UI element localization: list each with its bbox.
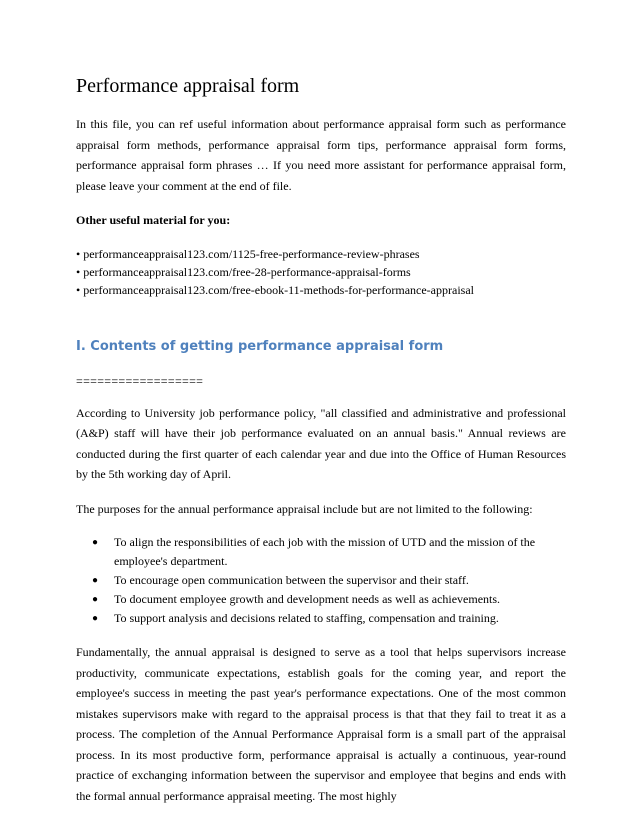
purpose-list (76, 533, 566, 628)
other-material-heading: Other useful material for you: (76, 213, 231, 227)
link-list (76, 245, 566, 299)
list-item-text: To align the responsibilities of each job with the mission of UTD and the mission of the employee's department. (114, 535, 536, 568)
page-title: Performance appraisal form (76, 75, 300, 97)
bullet-icon: ● (92, 613, 99, 624)
list-item (92, 571, 566, 590)
paragraph-purposes: The purposes for the annual performance appraisal include but are not limited to the following: (76, 501, 533, 516)
document-body (76, 74, 566, 806)
list-item-text: To encourage open communication between the supervisor and their staff. (114, 573, 469, 587)
list-item-text: To document employee growth and development needs as well as achievements. (114, 592, 501, 606)
link-item-appraisal-forms[interactable]: • performanceappraisal123.com/free-28-performance-appraisal-forms (76, 264, 411, 279)
bullet-icon: ● (92, 594, 99, 605)
link-item-review-phrases[interactable]: • performanceappraisal123.com/1125-free-performance-review-phrases (76, 246, 420, 261)
list-item (92, 609, 566, 628)
separator-line: ================== (76, 373, 204, 388)
intro-paragraph: In this file, you can ref useful information about performance appraisal form such as performance appraisal form methods, performance appraisal form tips, performance appraisal form forms, performance appraisal form phrases … If you need more assistant for performance appraisal form, please leave your comment at the end of file. (76, 117, 566, 193)
list-item (92, 590, 566, 609)
list-item-text: To support analysis and decisions related to staffing, compensation and training. (114, 611, 499, 625)
section-heading: I. Contents of getting performance appraisal form (76, 338, 444, 354)
link-item-ebook-methods[interactable]: • performanceappraisal123.com/free-ebook-11-methods-for-performance-appraisal (76, 282, 474, 297)
paragraph-fundamentals: Fundamentally, the annual appraisal is designed to serve as a tool that helps supervisors increase productivity, communicate expectations, establish goals for the coming year, and report the employee's success in meeting the past year's performance expectations. One of the most common mistakes supervisors make with regard to the appraisal process is that that they fail to treat it as a process. The completion of the Annual Performance Appraisal form is a small part of the appraisal process. In its most productive form, performance appraisal is actually a continuous, year-round practice of exchanging information between the supervisor and employee that begins and ends with the formal annual performance appraisal meeting. The most highly (76, 645, 566, 803)
list-item (92, 533, 566, 571)
bullet-icon: ● (92, 537, 99, 548)
paragraph-policy: According to University job performance policy, "all classified and administrative and professional (A&P) staff will have their job performance evaluated on an annual basis." Annual reviews are conducted during the first quarter of each calendar year and due into the Office of Human Resources by the 5th working day of April. (76, 405, 566, 481)
bullet-icon: ● (92, 575, 99, 586)
